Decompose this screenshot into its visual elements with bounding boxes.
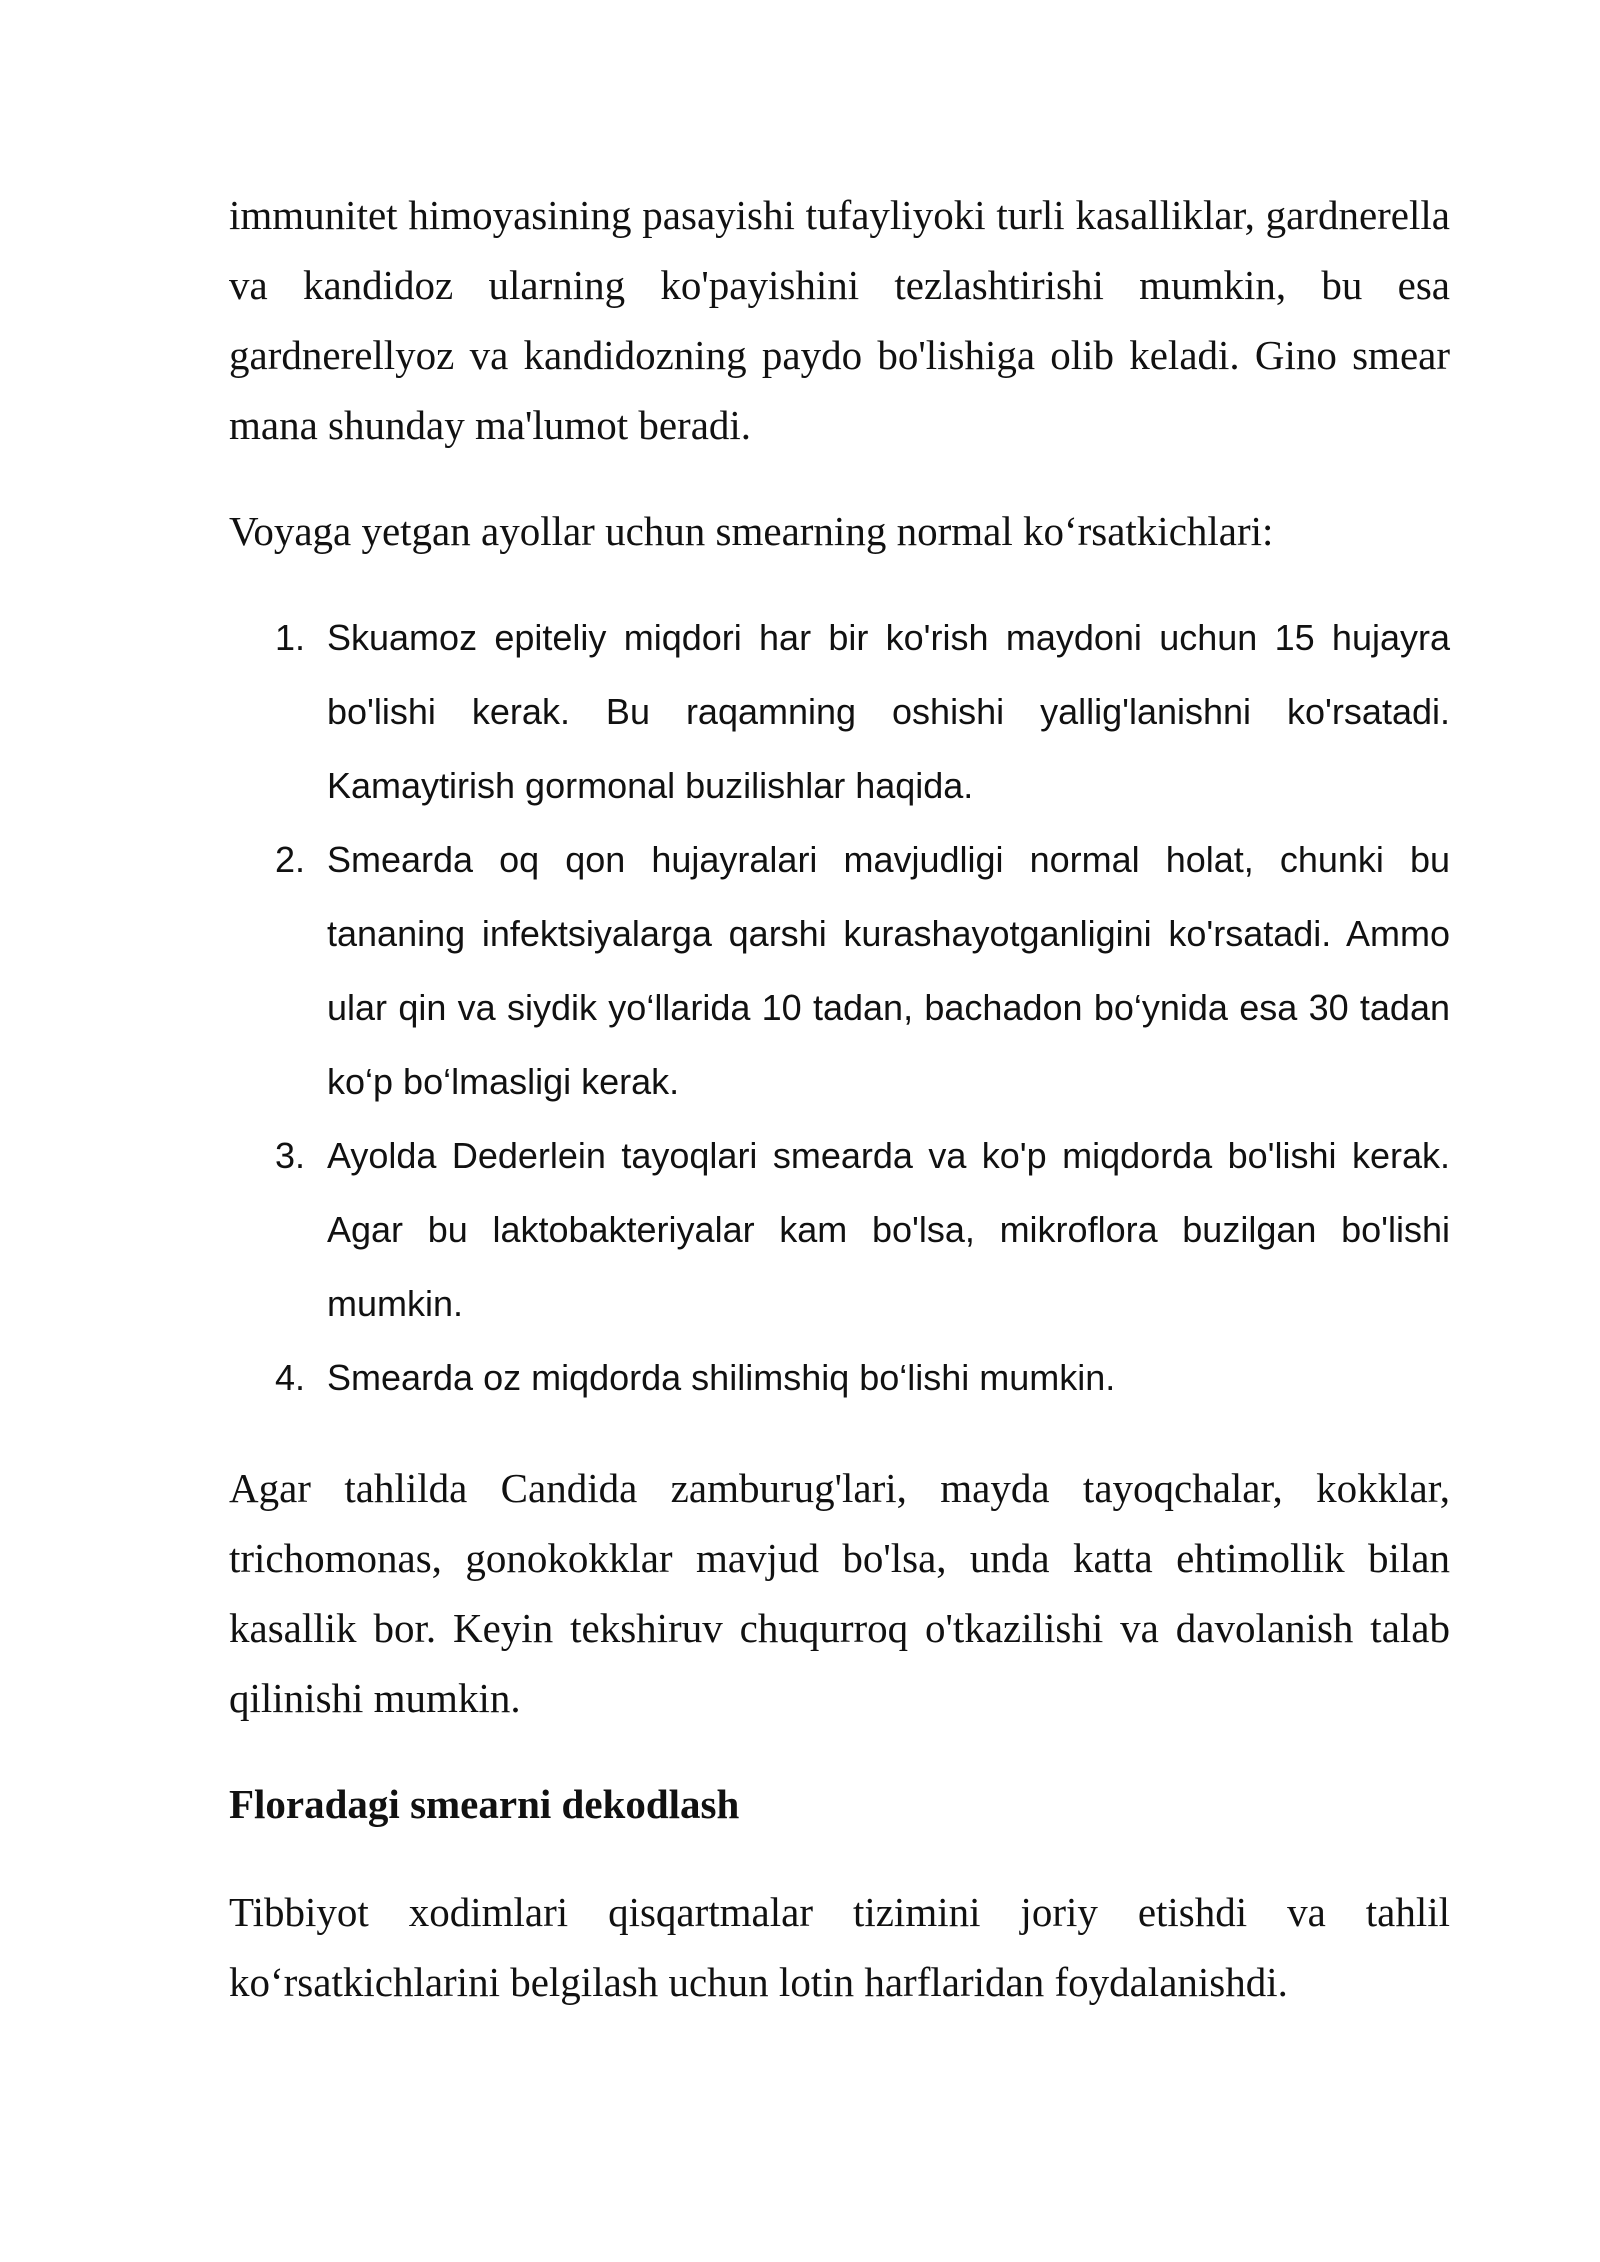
list-item-text: Skuamoz epiteliy miqdori har bir ko'rish maydoni uchun 15 hujayra bo'lishi kerak. Bu raqamning oshishi yallig'lanishni ko'rsatadi. Kamaytirish gormonal buzilishlar haqida. — [327, 617, 1450, 806]
document-page — [229, 180, 1450, 2017]
after-list-paragraph: Agar tahlilda Candida zamburug'lari, mayda tayoqchalar, kokklar, trichomonas, gonokokklar mavjud bo'lsa, unda katta ehtimollik bilan kasallik bor. Keyin tekshiruv chuqurroq o'tkazilishi va davolanish talab qilinishi mumkin. — [229, 1465, 1450, 1721]
list-item-number: 3. — [275, 1135, 306, 1176]
list-item-number: 4. — [275, 1357, 306, 1398]
list-item-text: Smearda oz miqdorda shilimshiq bo‘lishi mumkin. — [327, 1357, 1116, 1398]
list-item — [229, 1119, 1450, 1341]
list-item — [229, 1341, 1450, 1415]
list-item-number: 1. — [275, 617, 306, 658]
section-heading: Floradagi smearni dekodlash — [229, 1781, 740, 1827]
list-item-text: Smearda oq qon hujayralari mavjudligi normal holat, chunki bu tananing infektsiyalarga qarshi kurashayotganligini ko'rsatadi. Ammo ular qin va siydik yo‘llarida 10 tadan, bachadon bo‘ynida esa 30 tadan ko‘p bo‘lmasligi kerak. — [327, 839, 1450, 1102]
list-item-number: 2. — [275, 839, 306, 880]
final-paragraph: Tibbiyot xodimlari qisqartmalar tizimini joriy etishdi va tahlil ko‘rsatkichlarini belgilash uchun lotin harflaridan foydalanishdi. — [229, 1889, 1450, 2005]
list-item-text: Ayolda Dederlein tayoqlari smearda va ko'p miqdorda bo'lishi kerak. Agar bu laktobakteriyalar kam bo'lsa, mikroflora buzilgan bo'lishi mumkin. — [327, 1135, 1450, 1324]
list-intro-paragraph: Voyaga yetgan ayollar uchun smearning normal ko‘rsatkichlari: — [229, 508, 1274, 554]
list-item — [229, 823, 1450, 1119]
normal-indicators-list — [229, 601, 1450, 1415]
list-item — [229, 601, 1450, 823]
intro-paragraph: immunitet himoyasining pasayishi tufayliyoki turli kasalliklar, gardnerella va kandidoz ularning ko'payishini tezlashtirishi mumkin, bu esa gardnerellyoz va kandidozning paydo bo'lishiga olib keladi. Gino smear mana shunday ma'lumot beradi. — [229, 192, 1450, 448]
